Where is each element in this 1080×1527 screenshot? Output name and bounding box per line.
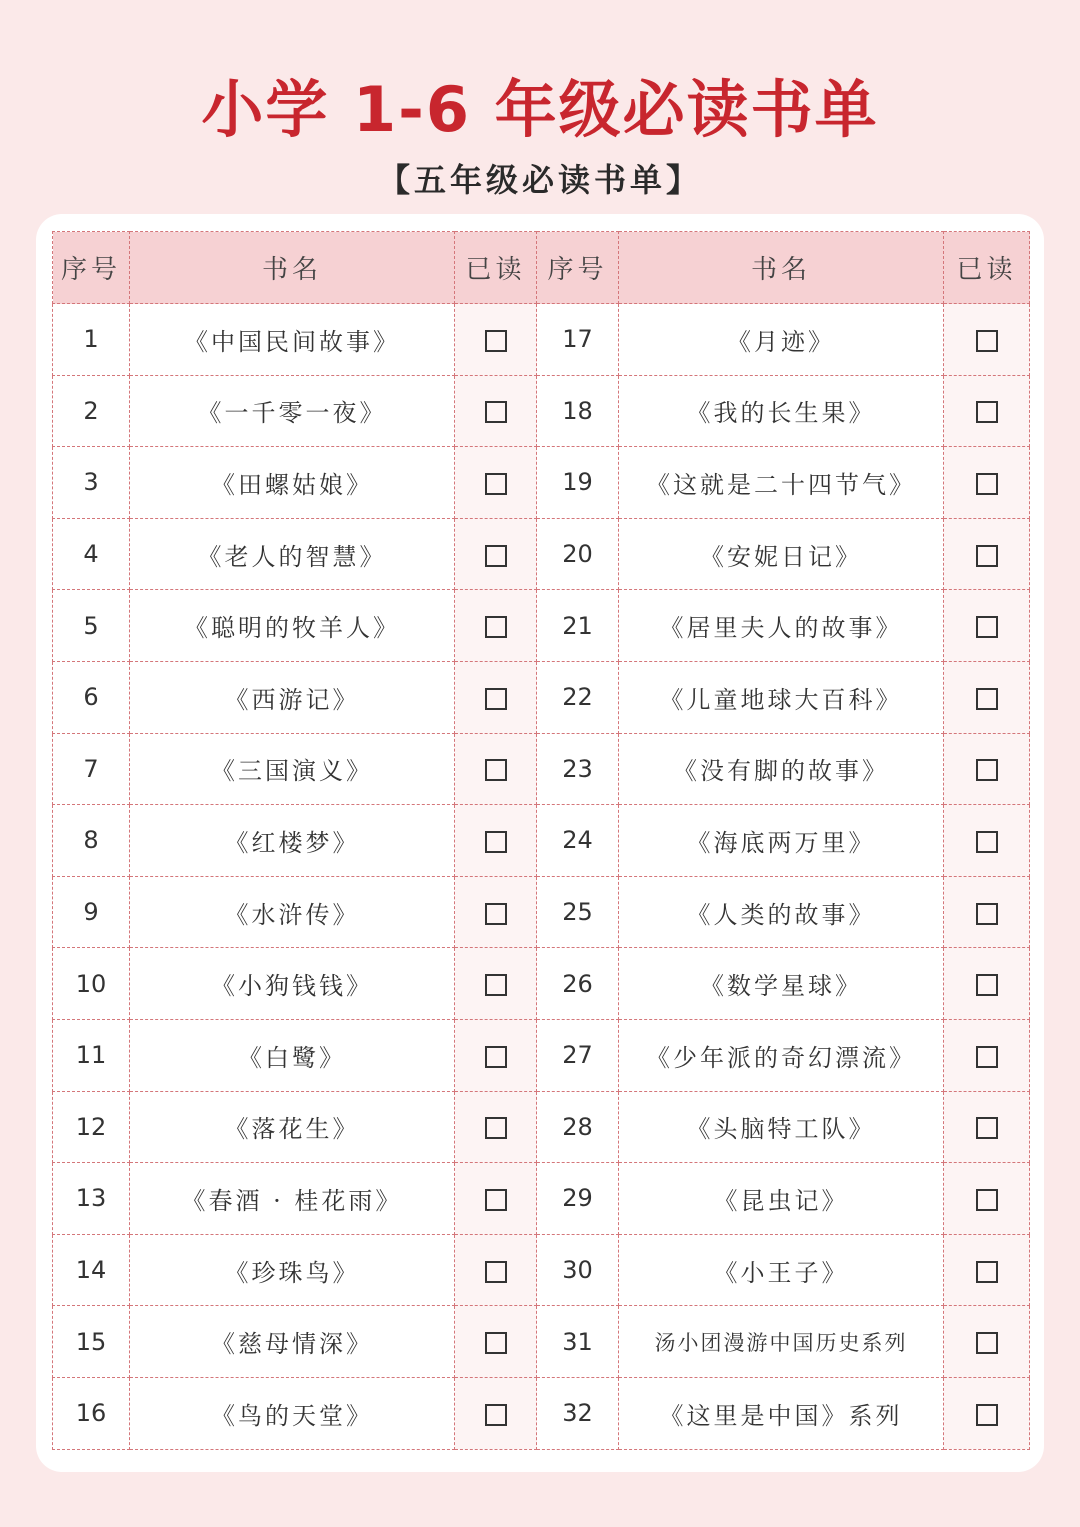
book-title: 汤小团漫游中国历史系列 [619, 1306, 944, 1378]
book-title: 《田螺姑娘》 [130, 447, 455, 519]
read-cell [944, 733, 1030, 805]
table-row [53, 733, 1030, 805]
table-row [53, 876, 1030, 948]
read-cell [944, 375, 1030, 447]
read-cell [944, 876, 1030, 948]
read-cell [455, 518, 537, 590]
read-checkbox[interactable] [976, 1189, 998, 1211]
book-number: 16 [53, 1377, 130, 1449]
book-number: 15 [53, 1306, 130, 1378]
read-cell [455, 661, 537, 733]
book-title: 《没有脚的故事》 [619, 733, 944, 805]
book-title: 《落花生》 [130, 1091, 455, 1163]
read-cell [944, 1019, 1030, 1091]
col-header-read: 已读 [944, 232, 1030, 304]
read-checkbox[interactable] [976, 1332, 998, 1354]
read-cell [455, 1377, 537, 1449]
col-header-name: 书名 [130, 232, 455, 304]
read-checkbox[interactable] [976, 1404, 998, 1426]
read-cell [455, 304, 537, 376]
book-number: 21 [537, 590, 619, 662]
read-cell [455, 1234, 537, 1306]
book-title: 《小王子》 [619, 1234, 944, 1306]
read-checkbox[interactable] [976, 1261, 998, 1283]
read-cell [944, 805, 1030, 877]
read-checkbox[interactable] [976, 473, 998, 495]
read-checkbox[interactable] [976, 974, 998, 996]
read-cell [455, 805, 537, 877]
read-cell [455, 375, 537, 447]
book-title: 《春酒 · 桂花雨》 [130, 1163, 455, 1235]
read-checkbox[interactable] [485, 330, 507, 352]
read-cell [455, 1019, 537, 1091]
read-checkbox[interactable] [976, 330, 998, 352]
table-row [53, 948, 1030, 1020]
book-number: 10 [53, 948, 130, 1020]
read-checkbox[interactable] [485, 545, 507, 567]
book-number: 32 [537, 1377, 619, 1449]
read-checkbox[interactable] [976, 616, 998, 638]
read-checkbox[interactable] [485, 473, 507, 495]
book-number: 28 [537, 1091, 619, 1163]
book-title: 《安妮日记》 [619, 518, 944, 590]
table-row [53, 304, 1030, 376]
book-number: 17 [537, 304, 619, 376]
book-number: 23 [537, 733, 619, 805]
book-number: 27 [537, 1019, 619, 1091]
read-checkbox[interactable] [485, 903, 507, 925]
read-checkbox[interactable] [485, 688, 507, 710]
book-title: 《人类的故事》 [619, 876, 944, 948]
table-row [53, 1377, 1030, 1449]
book-title: 《昆虫记》 [619, 1163, 944, 1235]
page-title: 小学 1-6 年级必读书单 [201, 73, 879, 146]
read-checkbox[interactable] [485, 1189, 507, 1211]
read-checkbox[interactable] [976, 1046, 998, 1068]
book-number: 19 [537, 447, 619, 519]
read-cell [944, 1234, 1030, 1306]
table-row [53, 1091, 1030, 1163]
read-cell [455, 948, 537, 1020]
book-number: 14 [53, 1234, 130, 1306]
read-cell [944, 1306, 1030, 1378]
read-checkbox[interactable] [485, 616, 507, 638]
book-number: 31 [537, 1306, 619, 1378]
read-cell [944, 590, 1030, 662]
book-number: 22 [537, 661, 619, 733]
read-checkbox[interactable] [485, 1261, 507, 1283]
book-number: 7 [53, 733, 130, 805]
book-title: 《数学星球》 [619, 948, 944, 1020]
read-cell [455, 1091, 537, 1163]
book-number: 11 [53, 1019, 130, 1091]
read-checkbox[interactable] [485, 401, 507, 423]
table-row [53, 590, 1030, 662]
book-title: 《头脑特工队》 [619, 1091, 944, 1163]
book-title: 《红楼梦》 [130, 805, 455, 877]
table-row [53, 447, 1030, 519]
read-cell [944, 1163, 1030, 1235]
read-checkbox[interactable] [976, 545, 998, 567]
read-checkbox[interactable] [485, 1404, 507, 1426]
book-title: 《月迹》 [619, 304, 944, 376]
book-number: 30 [537, 1234, 619, 1306]
page-subtitle: 【五年级必读书单】 [377, 161, 702, 199]
book-number: 8 [53, 805, 130, 877]
read-cell [944, 1377, 1030, 1449]
book-title: 《中国民间故事》 [130, 304, 455, 376]
table-row [53, 661, 1030, 733]
read-checkbox[interactable] [976, 688, 998, 710]
read-checkbox[interactable] [485, 831, 507, 853]
book-title: 《少年派的奇幻漂流》 [619, 1019, 944, 1091]
read-cell [944, 948, 1030, 1020]
read-checkbox[interactable] [976, 759, 998, 781]
read-checkbox[interactable] [976, 903, 998, 925]
book-title: 《海底两万里》 [619, 805, 944, 877]
book-number: 9 [53, 876, 130, 948]
book-number: 24 [537, 805, 619, 877]
read-cell [944, 1091, 1030, 1163]
book-number: 26 [537, 948, 619, 1020]
read-cell [455, 1306, 537, 1378]
read-cell [944, 518, 1030, 590]
read-cell [455, 876, 537, 948]
book-number: 2 [53, 375, 130, 447]
col-header-name: 书名 [619, 232, 944, 304]
book-title: 《珍珠鸟》 [130, 1234, 455, 1306]
book-table [52, 231, 1030, 1450]
read-checkbox[interactable] [485, 759, 507, 781]
read-checkbox[interactable] [485, 1046, 507, 1068]
read-cell [455, 590, 537, 662]
book-number: 6 [53, 661, 130, 733]
read-cell [455, 1163, 537, 1235]
book-title: 《慈母情深》 [130, 1306, 455, 1378]
table-row [53, 1234, 1030, 1306]
book-title: 《小狗钱钱》 [130, 948, 455, 1020]
book-title: 《老人的智慧》 [130, 518, 455, 590]
book-number: 13 [53, 1163, 130, 1235]
book-title: 《这就是二十四节气》 [619, 447, 944, 519]
read-checkbox[interactable] [976, 401, 998, 423]
book-number: 1 [53, 304, 130, 376]
table-row [53, 1019, 1030, 1091]
col-header-read: 已读 [455, 232, 537, 304]
book-title: 《一千零一夜》 [130, 375, 455, 447]
read-checkbox[interactable] [485, 1332, 507, 1354]
read-checkbox[interactable] [485, 974, 507, 996]
book-number: 29 [537, 1163, 619, 1235]
book-title: 《儿童地球大百科》 [619, 661, 944, 733]
table-row [53, 1163, 1030, 1235]
book-number: 25 [537, 876, 619, 948]
book-title: 《这里是中国》系列 [619, 1377, 944, 1449]
table-header-row [53, 232, 1030, 304]
book-number: 20 [537, 518, 619, 590]
read-checkbox[interactable] [976, 831, 998, 853]
book-title: 《聪明的牧羊人》 [130, 590, 455, 662]
table-row [53, 1306, 1030, 1378]
book-title: 《我的长生果》 [619, 375, 944, 447]
table-row [53, 518, 1030, 590]
read-cell [944, 661, 1030, 733]
col-header-num: 序号 [53, 232, 130, 304]
book-title: 《白鹭》 [130, 1019, 455, 1091]
read-cell [455, 733, 537, 805]
read-cell [944, 304, 1030, 376]
read-cell [944, 447, 1030, 519]
book-title: 《西游记》 [130, 661, 455, 733]
read-cell [455, 447, 537, 519]
book-number: 18 [537, 375, 619, 447]
read-checkbox[interactable] [976, 1117, 998, 1139]
book-number: 12 [53, 1091, 130, 1163]
col-header-num: 序号 [537, 232, 619, 304]
book-title: 《居里夫人的故事》 [619, 590, 944, 662]
table-row [53, 805, 1030, 877]
table-row [53, 375, 1030, 447]
book-title: 《水浒传》 [130, 876, 455, 948]
book-title: 《鸟的天堂》 [130, 1377, 455, 1449]
read-checkbox[interactable] [485, 1117, 507, 1139]
book-number: 3 [53, 447, 130, 519]
book-title: 《三国演义》 [130, 733, 455, 805]
book-number: 4 [53, 518, 130, 590]
book-number: 5 [53, 590, 130, 662]
